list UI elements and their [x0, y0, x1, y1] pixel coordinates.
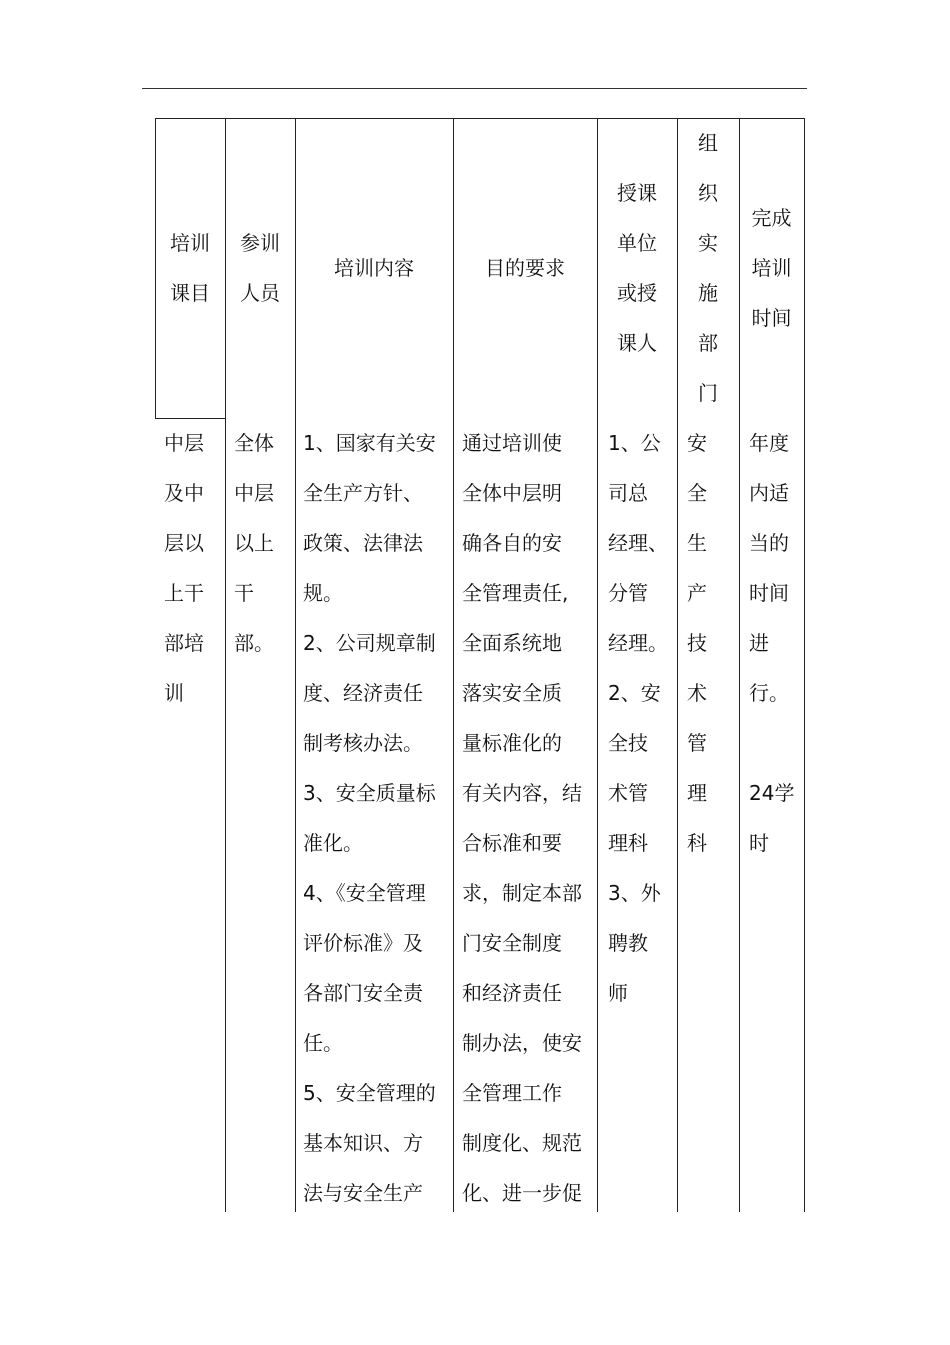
cell-course: 中层 及中 层以 上干 部培 训 — [164, 431, 204, 705]
cell-purpose: 通过培训使 全体中层明 确各自的安 全管理责任, 全面系统地 落实安全质 量标准化的 有关内容，结 合标准和要 求，制定本部 门安全制度 和经济责任 制办法，使安 全管理工作 制度化、规范 化、进一步促 — [462, 431, 582, 1205]
header-time: 完成 培训 时间 — [751, 206, 792, 330]
cell-time: 年度 内适 当的 时间 进 行。 24学 时 — [749, 431, 795, 855]
cell-content: 1、国家有关安 全生产方针、 政策、法律法 规。 2、公司规章制 度、经济责任 制考核办法。 3、安全质量标 准化。 4、《安全管理 评价标准》及 各部门安全责 任。 5、安全管理的 基本知识、方 法与安全生产 — [303, 431, 436, 1205]
header-participants: 参训 人员 — [240, 231, 280, 305]
header-purpose: 目的要求 — [485, 256, 565, 280]
cell-instructor: 1、公 司总 经理、 分管 经理。 2、安 全技 术管 理科 3、外 聘教 师 — [608, 431, 668, 1005]
header-instructor: 授课 单位 或授 课人 — [617, 181, 657, 355]
header-rule — [142, 88, 807, 89]
header-department: 组 织 实 施 部 门 — [698, 131, 718, 405]
cell-department: 安 全 生 产 技 术 管 理 科 — [687, 431, 707, 855]
cell-participants: 全体 中层 以上 干 部。 — [234, 431, 274, 655]
header-content: 培训内容 — [334, 256, 414, 280]
header-course: 培训 课目 — [170, 231, 210, 305]
